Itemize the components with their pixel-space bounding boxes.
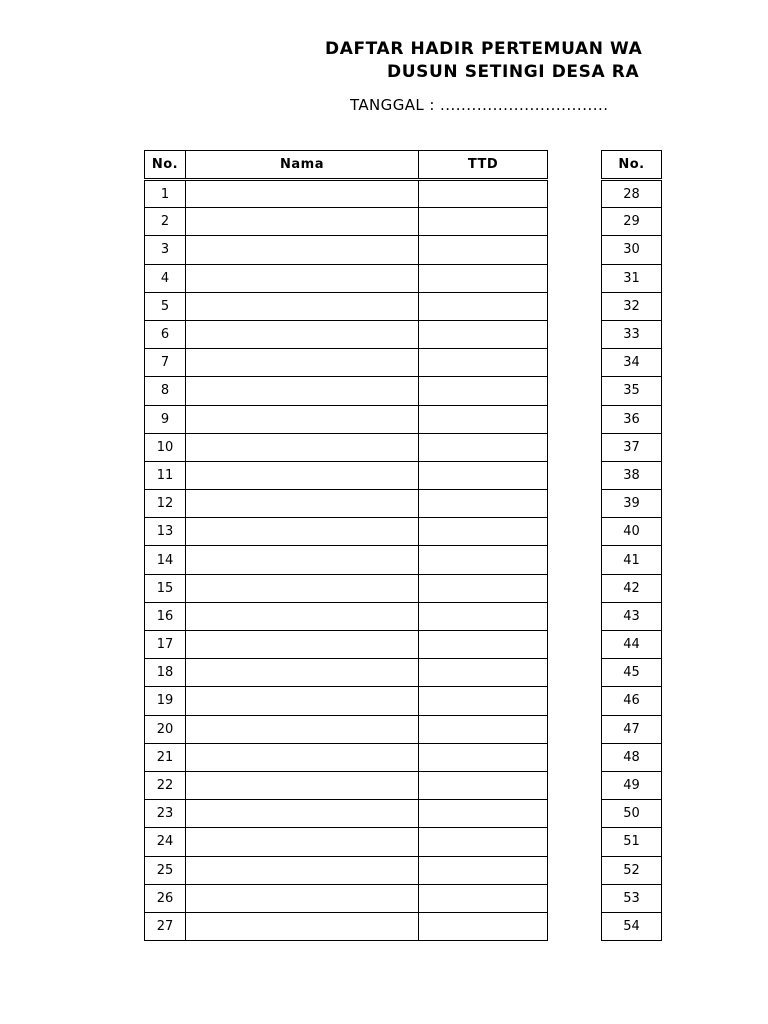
row-number: 41	[602, 546, 662, 574]
row-number: 5	[145, 292, 186, 320]
name-cell[interactable]	[186, 320, 419, 348]
row-number: 36	[602, 405, 662, 433]
name-cell[interactable]	[186, 856, 419, 884]
row-number: 30	[602, 236, 662, 264]
name-cell[interactable]	[186, 236, 419, 264]
signature-cell[interactable]	[419, 856, 548, 884]
signature-cell[interactable]	[419, 912, 548, 940]
table-row	[145, 771, 548, 799]
table-row	[602, 743, 662, 771]
table-row	[602, 490, 662, 518]
header-no: No.	[145, 151, 186, 180]
row-number: 44	[602, 631, 662, 659]
name-cell[interactable]	[186, 574, 419, 602]
row-number: 53	[602, 884, 662, 912]
name-cell[interactable]	[186, 602, 419, 630]
row-number: 39	[602, 490, 662, 518]
row-number: 21	[145, 743, 186, 771]
row-number: 6	[145, 320, 186, 348]
table-row	[602, 912, 662, 940]
row-number: 9	[145, 405, 186, 433]
row-number: 28	[602, 180, 662, 208]
name-cell[interactable]	[186, 405, 419, 433]
row-number: 31	[602, 264, 662, 292]
table-row	[145, 631, 548, 659]
signature-cell[interactable]	[419, 264, 548, 292]
row-number: 33	[602, 320, 662, 348]
row-number: 23	[145, 800, 186, 828]
signature-cell[interactable]	[419, 574, 548, 602]
header-ttd: TTD	[419, 151, 548, 180]
row-number: 14	[145, 546, 186, 574]
table-row	[145, 490, 548, 518]
table-row	[602, 377, 662, 405]
row-number: 26	[145, 884, 186, 912]
attendance-table-right	[601, 150, 662, 941]
document-title-line-1: DAFTAR HADIR PERTEMUAN WA	[325, 39, 643, 59]
table-row	[145, 884, 548, 912]
signature-cell[interactable]	[419, 236, 548, 264]
table-row	[602, 715, 662, 743]
signature-cell[interactable]	[419, 461, 548, 489]
row-number: 52	[602, 856, 662, 884]
name-cell[interactable]	[186, 180, 419, 208]
table-row	[145, 828, 548, 856]
row-number: 7	[145, 349, 186, 377]
table-row	[145, 800, 548, 828]
table-row	[602, 631, 662, 659]
signature-cell[interactable]	[419, 631, 548, 659]
table-row	[602, 292, 662, 320]
signature-cell[interactable]	[419, 180, 548, 208]
signature-cell[interactable]	[419, 800, 548, 828]
row-number: 1	[145, 180, 186, 208]
table-row	[602, 828, 662, 856]
row-number: 2	[145, 208, 186, 236]
row-number: 8	[145, 377, 186, 405]
signature-cell[interactable]	[419, 433, 548, 461]
table-body-left	[145, 180, 548, 941]
row-number: 38	[602, 461, 662, 489]
table-row	[602, 180, 662, 208]
table-row	[145, 236, 548, 264]
row-number: 22	[145, 771, 186, 799]
name-cell[interactable]	[186, 490, 419, 518]
table-row	[145, 320, 548, 348]
name-cell[interactable]	[186, 292, 419, 320]
signature-cell[interactable]	[419, 405, 548, 433]
row-number: 17	[145, 631, 186, 659]
name-cell[interactable]	[186, 715, 419, 743]
date-line	[350, 96, 609, 114]
date-blank: ................................	[439, 96, 609, 114]
header-no: No.	[602, 151, 662, 180]
signature-cell[interactable]	[419, 659, 548, 687]
table-row	[145, 377, 548, 405]
name-cell[interactable]	[186, 659, 419, 687]
row-number: 42	[602, 574, 662, 602]
row-number: 25	[145, 856, 186, 884]
table-row	[602, 518, 662, 546]
row-number: 34	[602, 349, 662, 377]
table-row	[602, 574, 662, 602]
table-header-row	[602, 151, 662, 180]
row-number: 11	[145, 461, 186, 489]
row-number: 51	[602, 828, 662, 856]
row-number: 48	[602, 743, 662, 771]
table-row	[145, 856, 548, 884]
row-number: 20	[145, 715, 186, 743]
row-number: 35	[602, 377, 662, 405]
signature-cell[interactable]	[419, 828, 548, 856]
row-number: 15	[145, 574, 186, 602]
signature-cell[interactable]	[419, 687, 548, 715]
signature-cell[interactable]	[419, 884, 548, 912]
signature-cell[interactable]	[419, 715, 548, 743]
table-row	[145, 546, 548, 574]
signature-cell[interactable]	[419, 743, 548, 771]
row-number: 49	[602, 771, 662, 799]
table-row	[602, 771, 662, 799]
table-row	[602, 800, 662, 828]
table-row	[602, 236, 662, 264]
table-row	[145, 433, 548, 461]
row-number: 18	[145, 659, 186, 687]
table-row	[145, 461, 548, 489]
document-title-line-2: DUSUN SETINGI DESA RA	[387, 62, 640, 82]
row-number: 19	[145, 687, 186, 715]
table-row	[145, 405, 548, 433]
row-number: 45	[602, 659, 662, 687]
name-cell[interactable]	[186, 208, 419, 236]
table-row	[145, 687, 548, 715]
name-cell[interactable]	[186, 912, 419, 940]
table-row	[602, 208, 662, 236]
date-label: TANGGAL :	[350, 96, 435, 114]
table-row	[145, 743, 548, 771]
table-row	[145, 518, 548, 546]
row-number: 12	[145, 490, 186, 518]
table-row	[145, 912, 548, 940]
table-row	[602, 856, 662, 884]
table-row	[602, 546, 662, 574]
table-row	[145, 180, 548, 208]
table-row	[602, 461, 662, 489]
table-row	[602, 264, 662, 292]
signature-cell[interactable]	[419, 320, 548, 348]
row-number: 54	[602, 912, 662, 940]
name-cell[interactable]	[186, 771, 419, 799]
table-row	[602, 602, 662, 630]
table-row	[602, 320, 662, 348]
signature-cell[interactable]	[419, 546, 548, 574]
table-row	[602, 433, 662, 461]
row-number: 47	[602, 715, 662, 743]
table-row	[602, 405, 662, 433]
table-row	[145, 208, 548, 236]
name-cell[interactable]	[186, 461, 419, 489]
table-row	[145, 264, 548, 292]
signature-cell[interactable]	[419, 349, 548, 377]
signature-cell[interactable]	[419, 292, 548, 320]
table-row	[602, 349, 662, 377]
row-number: 4	[145, 264, 186, 292]
name-cell[interactable]	[186, 377, 419, 405]
table-row	[145, 292, 548, 320]
signature-cell[interactable]	[419, 208, 548, 236]
row-number: 40	[602, 518, 662, 546]
name-cell[interactable]	[186, 743, 419, 771]
name-cell[interactable]	[186, 631, 419, 659]
name-cell[interactable]	[186, 518, 419, 546]
row-number: 50	[602, 800, 662, 828]
row-number: 29	[602, 208, 662, 236]
row-number: 16	[145, 602, 186, 630]
row-number: 43	[602, 602, 662, 630]
table-body-right	[602, 180, 662, 941]
table-row	[602, 884, 662, 912]
name-cell[interactable]	[186, 828, 419, 856]
signature-cell[interactable]	[419, 490, 548, 518]
row-number: 13	[145, 518, 186, 546]
table-row	[145, 602, 548, 630]
name-cell[interactable]	[186, 687, 419, 715]
signature-cell[interactable]	[419, 377, 548, 405]
header-nama: Nama	[186, 151, 419, 180]
name-cell[interactable]	[186, 349, 419, 377]
table-header-row	[145, 151, 548, 180]
table-row	[145, 574, 548, 602]
signature-cell[interactable]	[419, 602, 548, 630]
table-row	[602, 687, 662, 715]
name-cell[interactable]	[186, 546, 419, 574]
name-cell[interactable]	[186, 433, 419, 461]
table-row	[145, 659, 548, 687]
attendance-table-left	[144, 150, 548, 941]
table-row	[145, 349, 548, 377]
table-row	[602, 659, 662, 687]
row-number: 24	[145, 828, 186, 856]
name-cell[interactable]	[186, 264, 419, 292]
row-number: 46	[602, 687, 662, 715]
signature-cell[interactable]	[419, 771, 548, 799]
row-number: 3	[145, 236, 186, 264]
row-number: 37	[602, 433, 662, 461]
name-cell[interactable]	[186, 800, 419, 828]
name-cell[interactable]	[186, 884, 419, 912]
row-number: 32	[602, 292, 662, 320]
row-number: 10	[145, 433, 186, 461]
row-number: 27	[145, 912, 186, 940]
table-row	[145, 715, 548, 743]
signature-cell[interactable]	[419, 518, 548, 546]
